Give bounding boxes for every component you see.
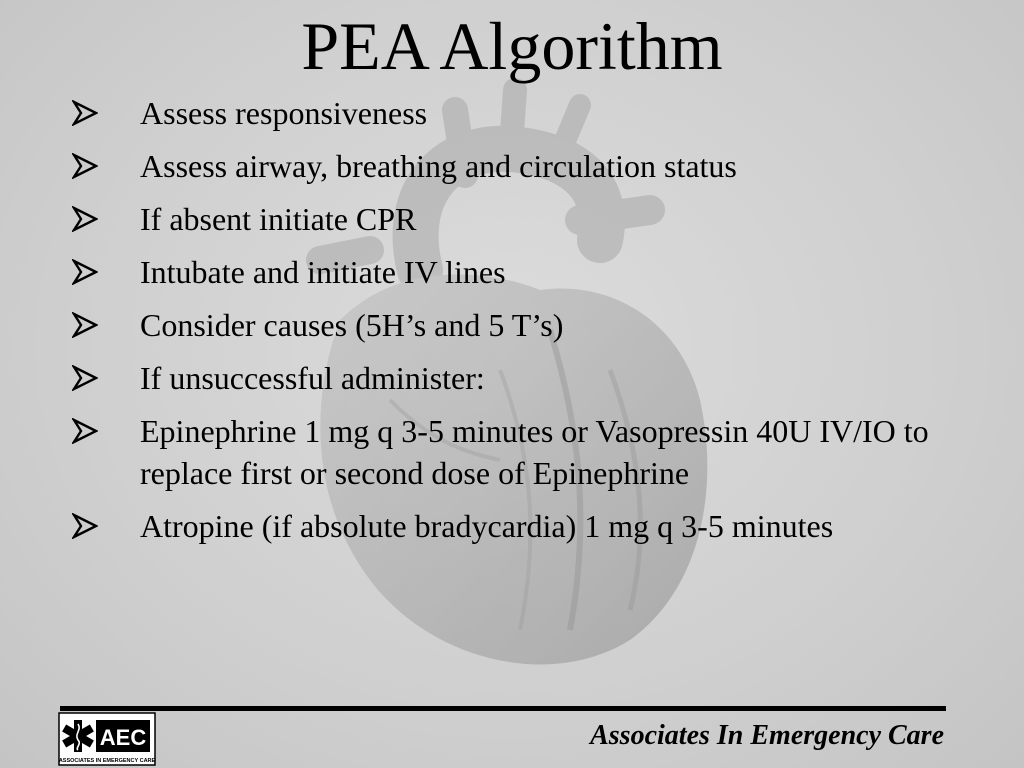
list-item	[72, 92, 952, 134]
bullet-text: If absent initiate CPR	[140, 201, 417, 237]
list-item	[72, 145, 952, 187]
page-title: PEA Algorithm	[301, 8, 723, 84]
list-item	[72, 357, 952, 399]
list-item	[72, 198, 952, 240]
arrowhead-bullet-icon	[72, 365, 98, 391]
arrowhead-bullet-icon	[72, 100, 98, 126]
organization-name: Associates In Emergency Care	[590, 720, 944, 751]
arrowhead-bullet-icon	[72, 418, 98, 444]
bullet-text: Atropine (if absolute bradycardia) 1 mg q 3-5 minutes	[140, 508, 834, 544]
list-item	[72, 505, 952, 547]
footer-divider	[60, 706, 946, 711]
arrowhead-bullet-icon	[72, 153, 98, 179]
list-item	[72, 251, 952, 293]
aec-logo	[58, 712, 156, 766]
bullet-text: Epinephrine 1 mg q 3-5 minutes or Vasopressin 40U IV/IO to replace first or second dose of Epinephrine	[140, 413, 929, 491]
arrowhead-bullet-icon	[72, 312, 98, 338]
arrowhead-bullet-icon	[72, 513, 98, 539]
list-item	[72, 304, 952, 346]
arrowhead-bullet-icon	[72, 206, 98, 232]
logo-text: AEC	[99, 725, 147, 750]
bullet-text: Assess airway, breathing and circulation status	[140, 148, 737, 184]
bullet-text: Intubate and initiate IV lines	[140, 254, 506, 290]
list-item	[72, 410, 952, 494]
bullet-text: Assess responsiveness	[140, 95, 428, 131]
bullet-text: Consider causes (5H’s and 5 T’s)	[140, 307, 564, 343]
arrowhead-bullet-icon	[72, 259, 98, 285]
bullet-text: If unsuccessful administer:	[140, 360, 485, 396]
logo-subtext: ASSOCIATES IN EMERGENCY CARE	[58, 758, 156, 764]
bullet-list	[72, 92, 952, 558]
